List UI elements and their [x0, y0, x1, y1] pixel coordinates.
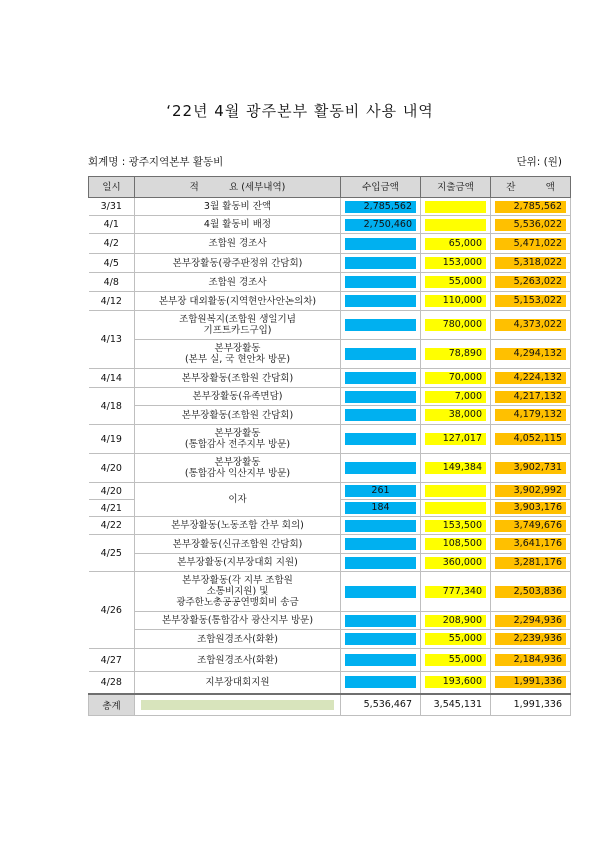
row-expense: 55,000: [421, 630, 491, 649]
row-description: 본부장활동(광주판정위 간담회): [135, 254, 341, 273]
row-date: 4/18: [89, 388, 135, 425]
row-income: [341, 535, 421, 554]
row-expense: 78,890: [421, 340, 491, 369]
row-income: [341, 517, 421, 535]
table-row: [89, 369, 571, 388]
row-balance: 3,902,992: [491, 483, 571, 500]
row-expense: 70,000: [421, 369, 491, 388]
row-date: 4/26: [89, 572, 135, 649]
row-income: [341, 454, 421, 483]
row-description: 조합원경조사(화환): [135, 630, 341, 649]
row-date: 4/1: [89, 216, 135, 234]
row-balance: 2,503,836: [491, 572, 571, 612]
row-income: [341, 612, 421, 630]
row-balance: 4,052,115: [491, 425, 571, 454]
row-date: 4/12: [89, 292, 135, 311]
account-label: 회계명 : 광주지역본부 활동비: [88, 156, 224, 168]
row-date: 4/20: [89, 483, 135, 500]
table-row: [89, 630, 571, 649]
row-income: [341, 369, 421, 388]
header-balance: 잔 액: [491, 177, 571, 198]
row-income: [341, 234, 421, 254]
row-description: 본부장활동(유족면담): [135, 388, 341, 406]
table-row: [89, 292, 571, 311]
row-description: 본부장활동 (본부 실, 국 현안차 방문): [135, 340, 341, 369]
table-row: [89, 425, 571, 454]
row-expense: 360,000: [421, 554, 491, 572]
row-date: 4/13: [89, 311, 135, 369]
table-row: [89, 311, 571, 340]
total-label: 총계: [89, 694, 135, 716]
row-income: [341, 672, 421, 694]
row-income: 184: [341, 500, 421, 517]
row-balance: 4,224,132: [491, 369, 571, 388]
row-expense: 153,500: [421, 517, 491, 535]
row-expense: 127,017: [421, 425, 491, 454]
row-date: 4/8: [89, 273, 135, 292]
row-description: 3월 활동비 잔액: [135, 198, 341, 216]
row-balance: 5,536,022: [491, 216, 571, 234]
row-income: 2,785,562: [341, 198, 421, 216]
table-row: [89, 672, 571, 694]
row-expense: 38,000: [421, 406, 491, 425]
row-income: [341, 630, 421, 649]
header-date: 일시: [89, 177, 135, 198]
row-expense: 780,000: [421, 311, 491, 340]
row-expense: 7,000: [421, 388, 491, 406]
row-date: 4/22: [89, 517, 135, 535]
row-expense: [421, 500, 491, 517]
table-row: [89, 483, 571, 500]
row-date: 4/21: [89, 500, 135, 517]
row-balance: 2,785,562: [491, 198, 571, 216]
row-balance: 5,318,022: [491, 254, 571, 273]
row-balance: 3,281,176: [491, 554, 571, 572]
row-description: 본부장활동(각 지부 조합원 소통비지원) 및 광주한노총공공연맹회비 송금: [135, 572, 341, 612]
table-row: [89, 216, 571, 234]
table-row: [89, 649, 571, 672]
row-income: [341, 254, 421, 273]
expense-table: [88, 176, 571, 716]
total-desc-bar: [135, 694, 341, 716]
row-balance: 4,179,132: [491, 406, 571, 425]
row-description: 조합원 경조사: [135, 234, 341, 254]
row-description: 지부장대회지원: [135, 672, 341, 694]
row-expense: 149,384: [421, 454, 491, 483]
row-date: 3/31: [89, 198, 135, 216]
row-income: [341, 311, 421, 340]
row-expense: 108,500: [421, 535, 491, 554]
table-row: [89, 517, 571, 535]
row-balance: 4,217,132: [491, 388, 571, 406]
row-description: 본부장활동(지부장대회 지원): [135, 554, 341, 572]
row-date: 4/5: [89, 254, 135, 273]
row-expense: 65,000: [421, 234, 491, 254]
row-description: 본부장활동(통합감사 광산지부 방문): [135, 612, 341, 630]
row-expense: 110,000: [421, 292, 491, 311]
row-expense: 55,000: [421, 649, 491, 672]
row-description: 본부장활동(조합원 간담회): [135, 406, 341, 425]
row-income: [341, 273, 421, 292]
row-date: 4/2: [89, 234, 135, 254]
table-row: [89, 454, 571, 483]
row-balance: 2,239,936: [491, 630, 571, 649]
header-desc: 적 요 (세부내역): [135, 177, 341, 198]
row-balance: 3,902,731: [491, 454, 571, 483]
row-balance: 3,749,676: [491, 517, 571, 535]
row-income: [341, 554, 421, 572]
table-row: [89, 254, 571, 273]
table-row: [89, 234, 571, 254]
row-expense: [421, 483, 491, 500]
row-date: 4/28: [89, 672, 135, 694]
total-expense: 3,545,131: [421, 694, 491, 716]
row-expense: 208,900: [421, 612, 491, 630]
row-date: 4/25: [89, 535, 135, 572]
row-description: 본부장활동(노동조합 간부 회의): [135, 517, 341, 535]
row-balance: 2,184,936: [491, 649, 571, 672]
row-description: 본부장활동 (통합감사 전주지부 방문): [135, 425, 341, 454]
row-balance: 4,373,022: [491, 311, 571, 340]
row-income: [341, 292, 421, 311]
total-balance: 1,991,336: [491, 694, 571, 716]
table-row: [89, 572, 571, 612]
row-balance: 2,294,936: [491, 612, 571, 630]
table-row: [89, 535, 571, 554]
total-row: [89, 694, 571, 716]
row-income: [341, 425, 421, 454]
row-description: 조합원복지(조합원 생일기념 기프트카드구입): [135, 311, 341, 340]
row-balance: 5,263,022: [491, 273, 571, 292]
total-income: 5,536,467: [341, 694, 421, 716]
row-description: 조합원 경조사: [135, 273, 341, 292]
row-balance: 1,991,336: [491, 672, 571, 694]
row-balance: 5,153,022: [491, 292, 571, 311]
table-row: [89, 198, 571, 216]
row-description: 조합원경조사(화환): [135, 649, 341, 672]
table-row: [89, 340, 571, 369]
row-expense: 153,000: [421, 254, 491, 273]
header-income: 수입금액: [341, 177, 421, 198]
document-title: ‘22년 4월 광주본부 활동비 사용 내역: [166, 102, 434, 120]
table-row: [89, 388, 571, 406]
table-row: [89, 612, 571, 630]
row-description: 본부장활동(조합원 간담회): [135, 369, 341, 388]
row-balance: 4,294,132: [491, 340, 571, 369]
header-row: [89, 177, 571, 198]
row-description: 본부장활동(신규조합원 간담회): [135, 535, 341, 554]
row-balance: 5,471,022: [491, 234, 571, 254]
row-description: 이자: [135, 483, 341, 517]
row-expense: 193,600: [421, 672, 491, 694]
table-row: [89, 406, 571, 425]
row-income: [341, 649, 421, 672]
row-description: 4월 활동비 배정: [135, 216, 341, 234]
row-income: [341, 388, 421, 406]
row-income: [341, 406, 421, 425]
row-date: 4/27: [89, 649, 135, 672]
row-description: 본부장 대외활동(지역현안사안논의차): [135, 292, 341, 311]
row-date: 4/14: [89, 369, 135, 388]
row-income: [341, 340, 421, 369]
row-date: 4/19: [89, 425, 135, 454]
row-balance: 3,903,176: [491, 500, 571, 517]
row-expense: 777,340: [421, 572, 491, 612]
row-balance: 3,641,176: [491, 535, 571, 554]
row-date: 4/20: [89, 454, 135, 483]
row-description: 본부장활동 (통합감사 익산지부 방문): [135, 454, 341, 483]
row-expense: [421, 216, 491, 234]
header-expense: 지출금액: [421, 177, 491, 198]
row-income: 261: [341, 483, 421, 500]
row-expense: [421, 198, 491, 216]
table-row: [89, 273, 571, 292]
row-expense: 55,000: [421, 273, 491, 292]
unit-label: 단위: (원): [516, 156, 562, 168]
row-income: 2,750,460: [341, 216, 421, 234]
table-row: [89, 554, 571, 572]
row-income: [341, 572, 421, 612]
